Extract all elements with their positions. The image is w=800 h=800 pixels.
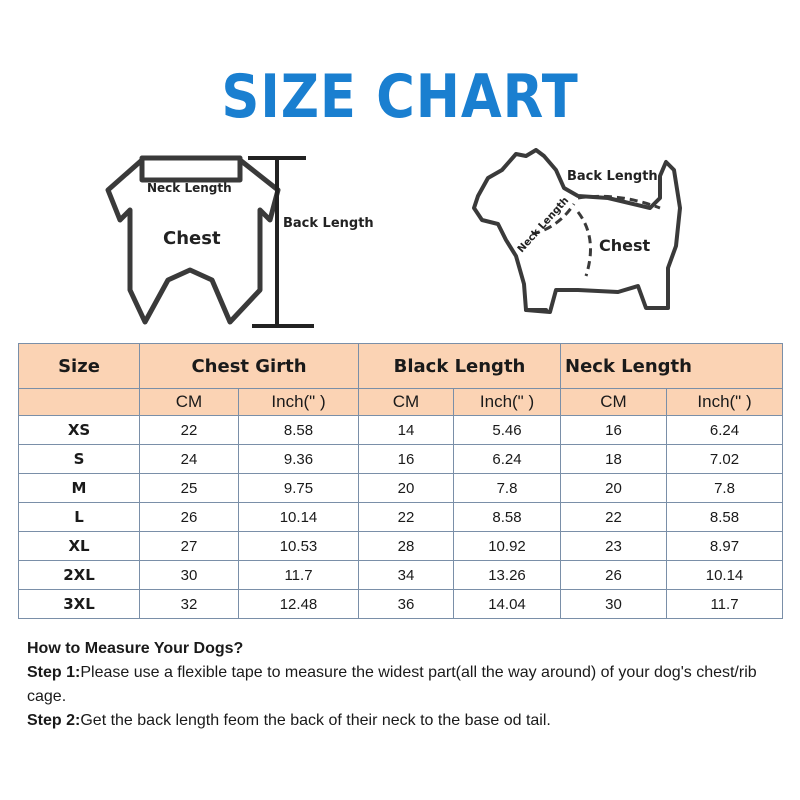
table-cell: 8.58 (454, 503, 561, 532)
table-cell: 8.97 (667, 532, 783, 561)
table-cell: 10.14 (667, 561, 783, 590)
table-cell: 12.48 (239, 590, 359, 619)
page-title: SIZE CHART (221, 62, 579, 132)
table-row (19, 532, 783, 561)
unit-header: Inch(" ) (667, 389, 783, 416)
unit-header: Inch(" ) (239, 389, 359, 416)
unit-header: CM (359, 389, 454, 416)
table-cell: 9.75 (239, 474, 359, 503)
table-cell: 26 (140, 503, 239, 532)
table-row (19, 503, 783, 532)
table-cell: 20 (561, 474, 667, 503)
table-cell: 11.7 (239, 561, 359, 590)
table-cell: 24 (140, 445, 239, 474)
table-cell: 25 (140, 474, 239, 503)
size-cell: XS (19, 416, 140, 445)
table-cell: 10.92 (454, 532, 561, 561)
table-cell: 11.7 (667, 590, 783, 619)
table-units-row (19, 389, 783, 416)
table-cell: 16 (359, 445, 454, 474)
table-row (19, 561, 783, 590)
size-cell: 2XL (19, 561, 140, 590)
table-cell: 10.53 (239, 532, 359, 561)
garment-back-label: Back Length (283, 216, 374, 231)
table-cell: 23 (561, 532, 667, 561)
table-cell: 7.8 (454, 474, 561, 503)
dog-chest-label: Chest (599, 236, 651, 255)
table-cell: 36 (359, 590, 454, 619)
size-cell: M (19, 474, 140, 503)
table-cell: 8.58 (667, 503, 783, 532)
garment-chest-label: Chest (163, 228, 221, 249)
table-cell: 22 (359, 503, 454, 532)
table-cell: 14 (359, 416, 454, 445)
table-cell: 8.58 (239, 416, 359, 445)
table-cell: 14.04 (454, 590, 561, 619)
dog-back-label: Back Length (567, 169, 658, 184)
step-2-label: Step 2: (27, 712, 81, 729)
dog-neck-label: Neck Length (515, 195, 572, 255)
step-1-label: Step 1: (27, 664, 81, 681)
unit-header: Inch(" ) (454, 389, 561, 416)
chest-girth-header: Chest Girth (140, 344, 359, 389)
table-row (19, 416, 783, 445)
table-cell: 7.02 (667, 445, 783, 474)
unit-header: CM (140, 389, 239, 416)
step-1-text: Please use a flexible tape to measure the widest part(all the way around) of your dog's chest/rib cage. (27, 664, 757, 705)
size-cell: S (19, 445, 140, 474)
table-cell: 13.26 (454, 561, 561, 590)
table-cell: 5.46 (454, 416, 561, 445)
table-cell: 34 (359, 561, 454, 590)
table-cell: 6.24 (667, 416, 783, 445)
size-cell: XL (19, 532, 140, 561)
size-header: Size (19, 344, 140, 389)
garment-outline-icon (100, 150, 400, 340)
table-cell: 18 (561, 445, 667, 474)
table-cell: 22 (140, 416, 239, 445)
table-header-row (19, 344, 783, 389)
unit-header: CM (561, 389, 667, 416)
garment-diagram (100, 150, 400, 340)
table-cell: 16 (561, 416, 667, 445)
instructions-heading: How to Measure Your Dogs? (27, 640, 244, 657)
step-2 (27, 709, 787, 733)
table-cell: 30 (140, 561, 239, 590)
size-table (18, 343, 783, 619)
units-blank-cell (19, 389, 140, 416)
table-cell: 28 (359, 532, 454, 561)
step-2-text: Get the back length feom the back of their neck to the base od tail. (80, 712, 551, 729)
step-1 (27, 661, 787, 709)
size-cell: L (19, 503, 140, 532)
table-cell: 7.8 (667, 474, 783, 503)
table-row (19, 590, 783, 619)
measure-instructions (27, 637, 787, 733)
table-cell: 27 (140, 532, 239, 561)
size-cell: 3XL (19, 590, 140, 619)
dog-diagram (468, 148, 708, 323)
table-cell: 10.14 (239, 503, 359, 532)
table-cell: 32 (140, 590, 239, 619)
table-row (19, 445, 783, 474)
black-length-header: Black Length (359, 344, 561, 389)
table-cell: 30 (561, 590, 667, 619)
table-cell: 22 (561, 503, 667, 532)
neck-length-header: Neck Length (561, 344, 783, 389)
table-cell: 9.36 (239, 445, 359, 474)
garment-neck-label: Neck Length (147, 181, 232, 195)
table-cell: 26 (561, 561, 667, 590)
table-cell: 6.24 (454, 445, 561, 474)
table-row (19, 474, 783, 503)
table-cell: 20 (359, 474, 454, 503)
